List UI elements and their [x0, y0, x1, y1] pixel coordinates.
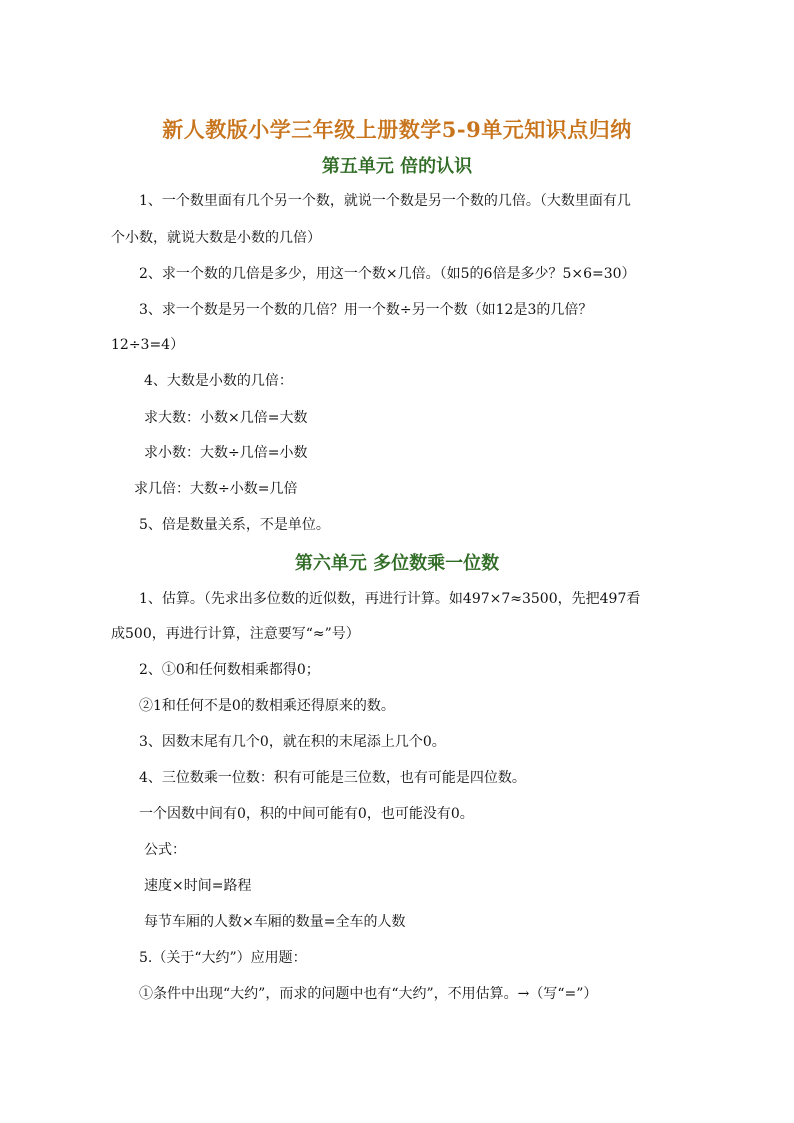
unit5-line: 2、求一个数的几倍是多少，用这一个数×几倍。（如5的6倍是多少？5×6=30） — [139, 266, 636, 282]
unit5-heading: 第五单元 倍的认识 — [321, 156, 473, 177]
unit5-line: 1、一个数里面有几个另一个数，就说一个数是另一个数的几倍。（大数里面有几 — [139, 193, 631, 209]
unit6-heading: 第六单元 多位数乘一位数 — [294, 553, 500, 574]
unit5-line: 求几倍：大数÷小数=几倍 — [134, 481, 298, 497]
document-title: 新人教版小学三年级上册数学5-9单元知识点归纳 — [162, 117, 632, 142]
unit5-line: 12÷3=4） — [111, 337, 185, 353]
unit5-line: 5、倍是数量关系，不是单位。 — [139, 517, 330, 533]
unit6-line: 3、因数末尾有几个0，就在积的末尾添上几个0。 — [139, 734, 446, 750]
unit6-line: 公式： — [144, 842, 186, 858]
unit6-line: ①条件中出现“大约”，而求的问题中也有“大约”，不用估算。→（写“=”） — [139, 986, 598, 1002]
unit5-line: 个小数，就说大数是小数的几倍） — [111, 230, 321, 246]
unit6-line: 5.（关于“大约”）应用题： — [139, 950, 307, 966]
unit5-line: 求小数：大数÷几倍=小数 — [144, 445, 308, 461]
unit6-line: ②1和任何不是0的数相乘还得原来的数。 — [139, 698, 395, 714]
unit5-line: 3、求一个数是另一个数的几倍？用一个数÷另一个数（如12是3的几倍？ — [139, 302, 593, 318]
unit5-line: 求大数：小数×几倍=大数 — [144, 410, 308, 426]
unit6-line: 每节车厢的人数×车厢的数量=全车的人数 — [144, 914, 406, 930]
unit6-line: 1、估算。（先求出多位数的近似数，再进行计算。如497×7≈3500，先把497看 — [139, 591, 641, 607]
unit6-line: 4、三位数乘一位数：积有可能是三位数，也有可能是四位数。 — [139, 770, 526, 786]
unit6-line: 一个因数中间有0，积的中间可能有0，也可能没有0。 — [139, 806, 474, 822]
unit6-line: 成500，再进行计算，注意要写“≈”号） — [111, 626, 360, 642]
unit6-line: 2、①0和任何数相乘都得0； — [139, 662, 320, 678]
unit5-line: 4、大数是小数的几倍： — [144, 373, 293, 389]
unit6-line: 速度×时间=路程 — [144, 878, 252, 894]
